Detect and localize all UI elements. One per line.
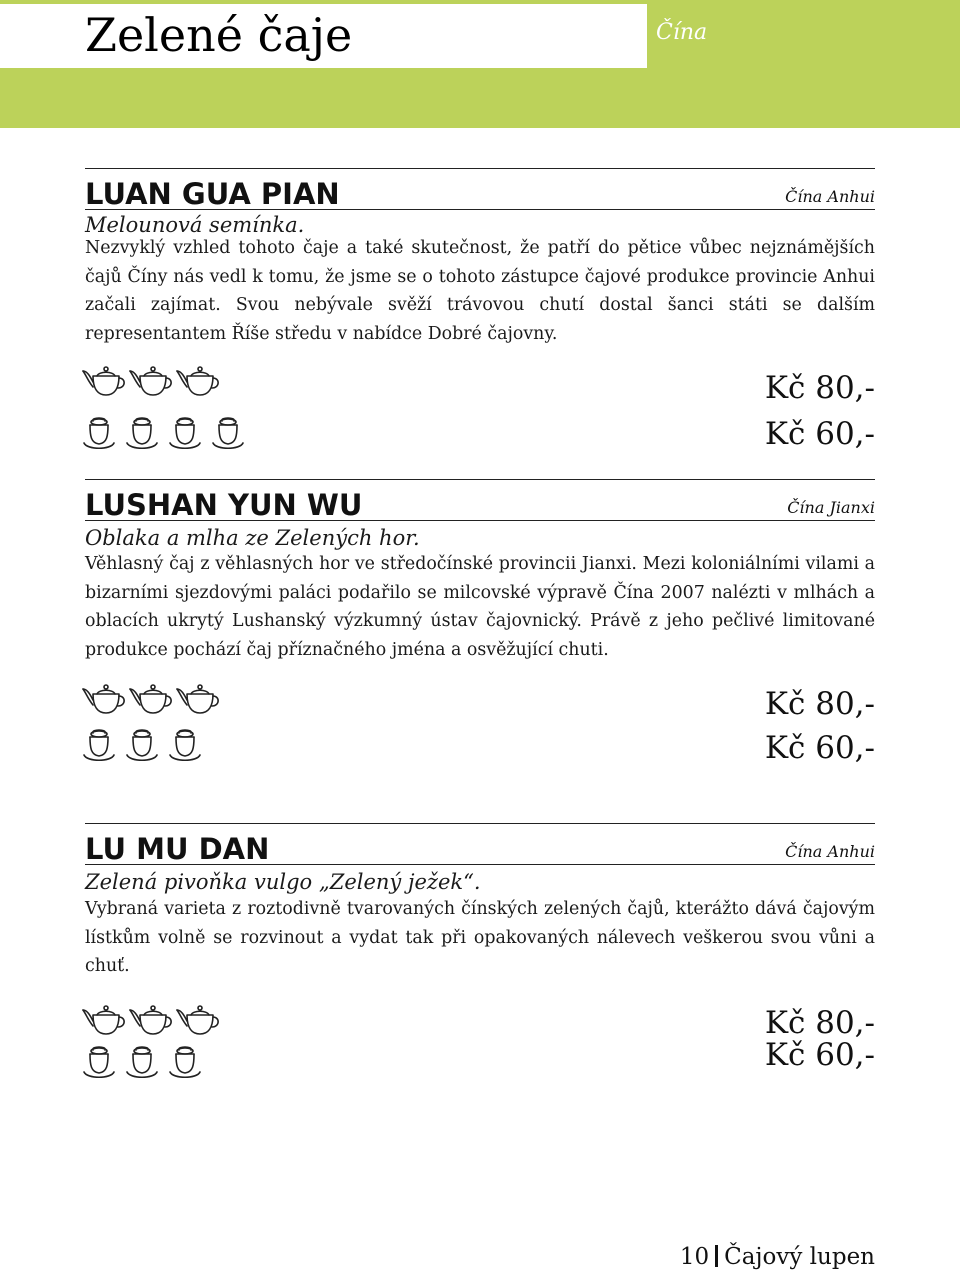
teapot-icon — [175, 362, 222, 402]
price-cup: Kč 60,- — [764, 416, 875, 452]
page-title: Zelené čaje — [85, 8, 353, 62]
tea-cup-icon — [124, 414, 167, 462]
tea-subtitle: Melounová semínka. — [85, 213, 305, 237]
tea-description: Vybraná varieta z roztodivně tvarovaných čínských zelených čajů, kterážto dává čajovým lístkům volně se rozvinout a vydat tak při opakovaných nálevech veškerou svou vůni a chuť. — [85, 899, 875, 976]
teapot-icon — [81, 362, 128, 402]
tea-cup-icon — [167, 414, 210, 462]
tea-heading — [85, 824, 875, 865]
teapot-icons — [81, 1001, 222, 1041]
tea-cup-icon — [167, 726, 210, 774]
price-cup: Kč 60,- — [764, 1036, 875, 1073]
page-footer — [680, 1244, 875, 1270]
tea-origin: Čína Anhui — [785, 842, 875, 861]
tea-name: LUAN GUA PIAN — [85, 177, 340, 211]
teapot-icon — [128, 1001, 175, 1041]
cup-price-row — [85, 414, 875, 460]
tea-name: LUSHAN YUN WU — [85, 488, 363, 522]
tea-subtitle: Zelená pivoňka vulgo „Zelený ježek“. — [85, 870, 481, 894]
tea-item-lu-mu-dan — [85, 823, 875, 1089]
teapot-icon — [81, 1001, 128, 1041]
teapot-icons — [81, 362, 222, 402]
teapot-price-row — [85, 362, 875, 408]
region-tag: Čína — [656, 20, 708, 45]
tea-heading — [85, 480, 875, 521]
tea-description: Nezvyklý vzhled tohoto čaje a také skutečnost, že patří do pětice vůbec nejznámějších čajů Číny nás vedl k tomu, že jsme se o tohoto zástupce čajové produkce provincie Anhui začali zajímat. Svou nebývale svěží trávovou chutí dostal šanci státi se dalším representantem Říše středu v nabídce Dobré čajovny. — [85, 238, 875, 344]
price-teapot: Kč 80,- — [764, 370, 875, 406]
teapot-icons — [81, 680, 222, 720]
tea-cup-icon — [124, 1043, 167, 1091]
teapot-icon — [175, 1001, 222, 1041]
cup-icons — [81, 1043, 210, 1091]
cup-icons — [81, 726, 210, 774]
tea-cup-icon — [210, 414, 253, 462]
price-teapot: Kč 80,- — [764, 1004, 875, 1041]
tea-subtitle: Oblaka a mlha ze Zelených hor. — [85, 526, 420, 550]
tea-item-luan-gua-pian — [85, 168, 875, 460]
cup-icons — [81, 414, 253, 462]
teapot-icon — [128, 680, 175, 720]
cup-price-row — [85, 1036, 875, 1089]
page-number: 10 — [679, 1244, 710, 1270]
tea-cup-icon — [167, 1043, 210, 1091]
tea-description: Věhlasný čaj z věhlasných hor ve středočínské provincii Jianxi. Mezi koloniálními vilami a bizarními sjezdovými paláci podařilo se milcovské výpravě Čína 2007 nalézti v mlhách a oblacích ukrytý Lushanský výzkumný ústav čajovnický. Právě z jeho pečlivé limitované produkce pochází čaj příznačného jména a osvěžující chuti. — [85, 554, 875, 660]
tea-cup-icon — [81, 1043, 124, 1091]
tea-cup-icon — [81, 726, 124, 774]
cup-price-row — [85, 726, 875, 772]
teapot-price-row — [85, 1001, 875, 1047]
tea-origin: Čína Jianxi — [787, 498, 875, 517]
teapot-price-row — [85, 680, 875, 726]
tea-item-lushan-yun-wu — [85, 479, 875, 772]
price-teapot: Kč 80,- — [764, 686, 875, 722]
teapot-icon — [175, 680, 222, 720]
tea-cup-icon — [124, 726, 167, 774]
tea-name: LU MU DAN — [85, 832, 270, 866]
tea-cup-icon — [81, 414, 124, 462]
price-cup: Kč 60,- — [764, 730, 875, 766]
footer-separator — [715, 1245, 718, 1267]
teapot-icon — [81, 680, 128, 720]
publication-name: Čajový lupen — [724, 1244, 875, 1270]
tea-origin: Čína Anhui — [785, 187, 875, 206]
tea-heading — [85, 169, 875, 210]
teapot-icon — [128, 362, 175, 402]
